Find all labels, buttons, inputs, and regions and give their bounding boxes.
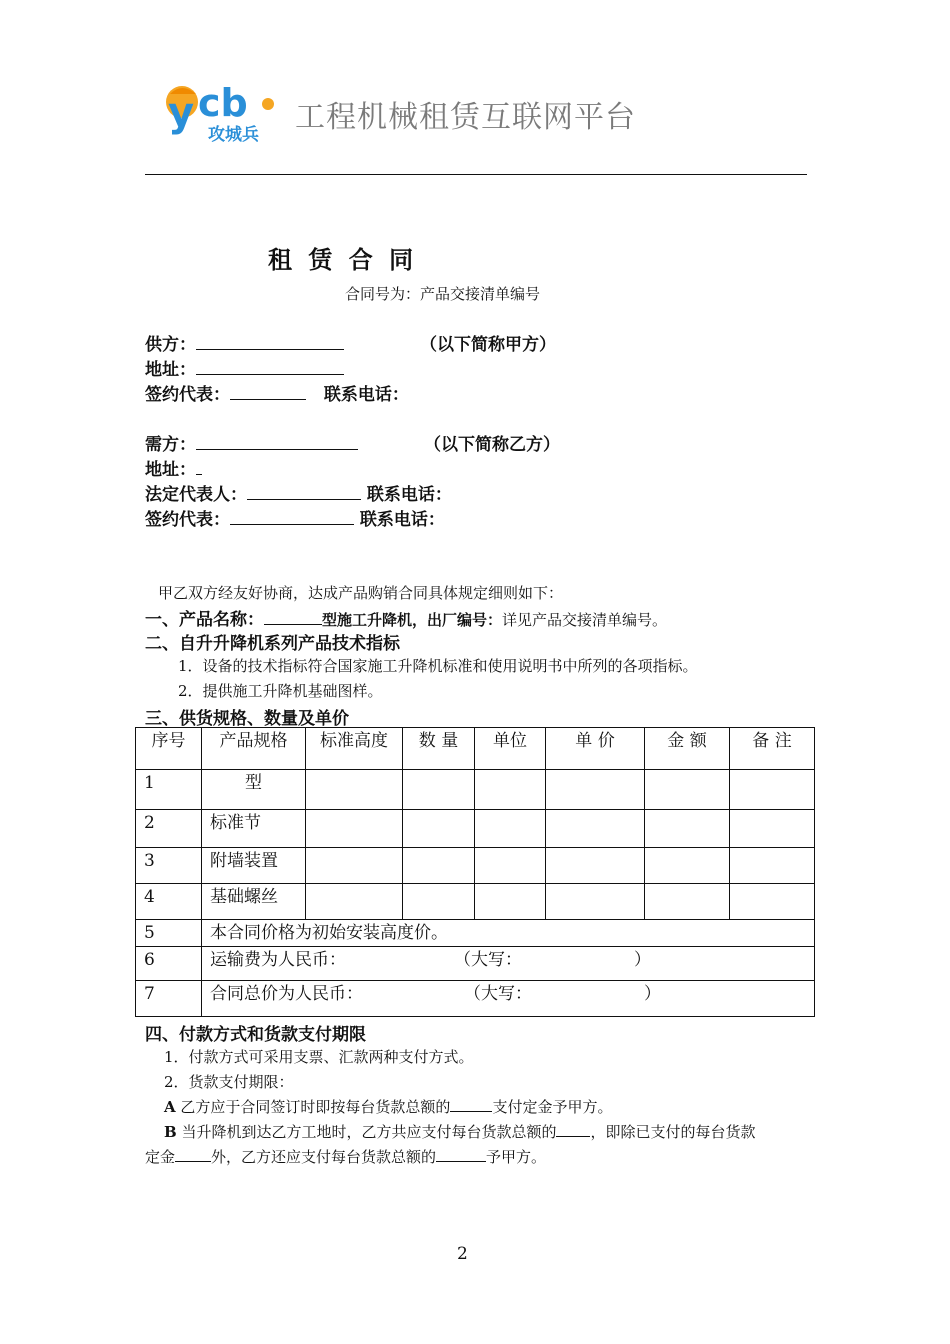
section1-detail: 详见产品交接清单编号。 [502, 611, 668, 629]
row-merged-text: 合同总价为人民币： [210, 984, 363, 1004]
intro-text: 甲乙双方经友好协商，达成产品购销合同具体规定细则如下： [158, 584, 564, 602]
supplier-address-blank[interactable] [196, 360, 344, 375]
payment-clause-b [164, 1121, 756, 1142]
header-cell-spec: 产品规格 [202, 728, 306, 770]
buyer-rep-label: 签约代表： [145, 510, 230, 530]
section2-item-2: 2．提供施工升降机基础图样。 [178, 682, 383, 700]
buyer-note: （以下简称乙方） [424, 435, 560, 455]
row-spec: 基础螺丝 [202, 884, 306, 920]
cell-price[interactable] [546, 848, 645, 884]
row-no: 4 [136, 884, 202, 920]
supplier-rep-line [145, 380, 409, 405]
row-merged-cell [202, 981, 815, 1017]
buyer-line [145, 430, 358, 455]
cell-amount[interactable] [645, 884, 730, 920]
section3-heading: 三、供货规格、数量及单价 [145, 709, 349, 729]
buyer-rep-line [145, 505, 445, 530]
section4-item-2: 2．货款支付期限： [164, 1073, 294, 1091]
table-row [136, 810, 815, 848]
clause-b-blank-1[interactable] [556, 1122, 590, 1137]
section2-heading: 二、自升升降机系列产品技术指标 [145, 634, 400, 654]
section4-heading: 四、付款方式和货款支付期限 [145, 1025, 366, 1045]
cell-height[interactable] [306, 770, 403, 810]
section4-item-1: 1．付款方式可采用支票、汇款两种支付方式。 [164, 1048, 474, 1066]
clause-a-label: A [164, 1098, 176, 1116]
section1-model-blank[interactable] [264, 610, 322, 625]
supply-spec-table [135, 727, 815, 1017]
row-no: 1 [136, 770, 202, 810]
clause-b-blank-2[interactable] [175, 1147, 211, 1162]
row-no: 5 [136, 920, 202, 947]
supplier-label: 供方： [145, 335, 196, 355]
logo-cn-text: 攻城兵 [208, 125, 259, 145]
clause-b-label: B [164, 1123, 177, 1141]
buyer-address-label: 地址： [145, 460, 196, 480]
supplier-blank[interactable] [196, 335, 344, 350]
row-no: 3 [136, 848, 202, 884]
clause-a-text-2: 支付定金予甲方。 [492, 1098, 613, 1116]
header-cell-amount: 金 额 [645, 728, 730, 770]
row-merged-text: 本合同价格为初始安装高度价。 [202, 920, 815, 947]
header-cell-price: 单 价 [546, 728, 645, 770]
cell-amount[interactable] [645, 848, 730, 884]
table-row-merged [136, 981, 815, 1017]
table-row-merged [136, 947, 815, 981]
clause-b-text-1: 当升降机到达乙方工地时，乙方共应支付每台货款总额的 [181, 1123, 557, 1141]
clause-b-blank-3[interactable] [436, 1147, 486, 1162]
clause-a-text-1: 乙方应于合同签订时即按每台货款总额的 [180, 1098, 451, 1116]
buyer-legal-rep-blank[interactable] [247, 485, 361, 500]
buyer-blank[interactable] [196, 435, 358, 450]
svg-text:cb: cb [198, 81, 248, 125]
supplier-rep-label: 签约代表： [145, 385, 230, 405]
row-merged-bracket: （大写： [464, 984, 532, 1004]
page-number: 2 [457, 1244, 468, 1264]
section1-line [145, 605, 667, 630]
svg-text:y: y [168, 90, 195, 136]
cell-remark[interactable] [730, 848, 815, 884]
table-row [136, 848, 815, 884]
row-no: 2 [136, 810, 202, 848]
cell-height[interactable] [306, 810, 403, 848]
buyer-legal-rep-line [145, 480, 452, 505]
header-cell-height: 标准高度 [306, 728, 403, 770]
row-merged-text: 运输费为人民币： [210, 950, 346, 970]
section1-heading: 一、产品名称： [145, 610, 264, 630]
clause-b-text-3: 定金 [145, 1148, 176, 1166]
table-row [136, 770, 815, 810]
cell-height[interactable] [306, 848, 403, 884]
cell-unit[interactable] [475, 810, 546, 848]
cell-remark[interactable] [730, 810, 815, 848]
cell-remark[interactable] [730, 884, 815, 920]
header-divider [145, 174, 807, 175]
document-title: 租 赁 合 同 [268, 246, 418, 274]
table-row [136, 884, 815, 920]
supplier-note: （以下简称甲方） [420, 335, 556, 355]
cell-amount[interactable] [645, 770, 730, 810]
cell-qty[interactable] [403, 848, 475, 884]
table-row-merged [136, 920, 815, 947]
row-merged-bracket: （大写： [454, 950, 522, 970]
row-merged-close: ） [644, 984, 661, 1004]
cell-price[interactable] [546, 770, 645, 810]
cell-amount[interactable] [645, 810, 730, 848]
row-spec: 型 [202, 770, 306, 810]
supplier-address-label: 地址： [145, 360, 196, 380]
clause-a-blank[interactable] [450, 1097, 492, 1112]
cell-price[interactable] [546, 884, 645, 920]
header-cell-remark: 备 注 [730, 728, 815, 770]
buyer-label: 需方： [145, 435, 196, 455]
cell-remark[interactable] [730, 770, 815, 810]
company-logo [160, 80, 280, 146]
payment-clause-b-cont [145, 1146, 546, 1167]
row-merged-close: ） [634, 950, 651, 970]
cell-qty[interactable] [403, 884, 475, 920]
supplier-rep-blank[interactable] [230, 385, 306, 400]
clause-b-text-2: ，即除已支付的每台货款 [590, 1123, 756, 1141]
clause-b-text-4: 外，乙方还应支付每台货款总额的 [211, 1148, 437, 1166]
table-header-row [136, 728, 815, 770]
cell-unit[interactable] [475, 848, 546, 884]
header-cell-qty: 数 量 [403, 728, 475, 770]
header-cell-unit: 单位 [475, 728, 546, 770]
supplier-phone-label: 联系电话： [323, 385, 409, 405]
cell-height[interactable] [306, 884, 403, 920]
buyer-phone-label-1: 联系电话： [366, 485, 452, 505]
section1-model-text: 型施工升降机，出厂编号： [322, 611, 503, 629]
row-merged-cell [202, 947, 815, 981]
clause-b-text-5: 予甲方。 [486, 1148, 547, 1166]
cell-qty[interactable] [403, 770, 475, 810]
buyer-phone-label-2: 联系电话： [359, 510, 445, 530]
buyer-rep-blank[interactable] [230, 510, 354, 525]
cell-qty[interactable] [403, 810, 475, 848]
contract-number: 合同号为：产品交接清单编号 [345, 285, 541, 303]
section2-item-1: 1．设备的技术指标符合国家施工升降机标准和使用说明书中所列的各项指标。 [178, 657, 698, 675]
buyer-address-line [145, 455, 202, 480]
header-cell-no: 序号 [136, 728, 202, 770]
supplier-address-line [145, 355, 344, 380]
cell-unit[interactable] [475, 770, 546, 810]
supplier-line [145, 330, 344, 355]
row-no: 6 [136, 947, 202, 981]
payment-clause-a [164, 1096, 612, 1117]
cell-price[interactable] [546, 810, 645, 848]
platform-name: 工程机械租赁互联网平台 [295, 100, 636, 135]
row-no: 7 [136, 981, 202, 1017]
row-spec: 标准节 [202, 810, 306, 848]
cell-unit[interactable] [475, 884, 546, 920]
row-spec: 附墙装置 [202, 848, 306, 884]
buyer-legal-rep-label: 法定代表人： [145, 485, 247, 505]
buyer-address-blank[interactable] [196, 460, 202, 475]
